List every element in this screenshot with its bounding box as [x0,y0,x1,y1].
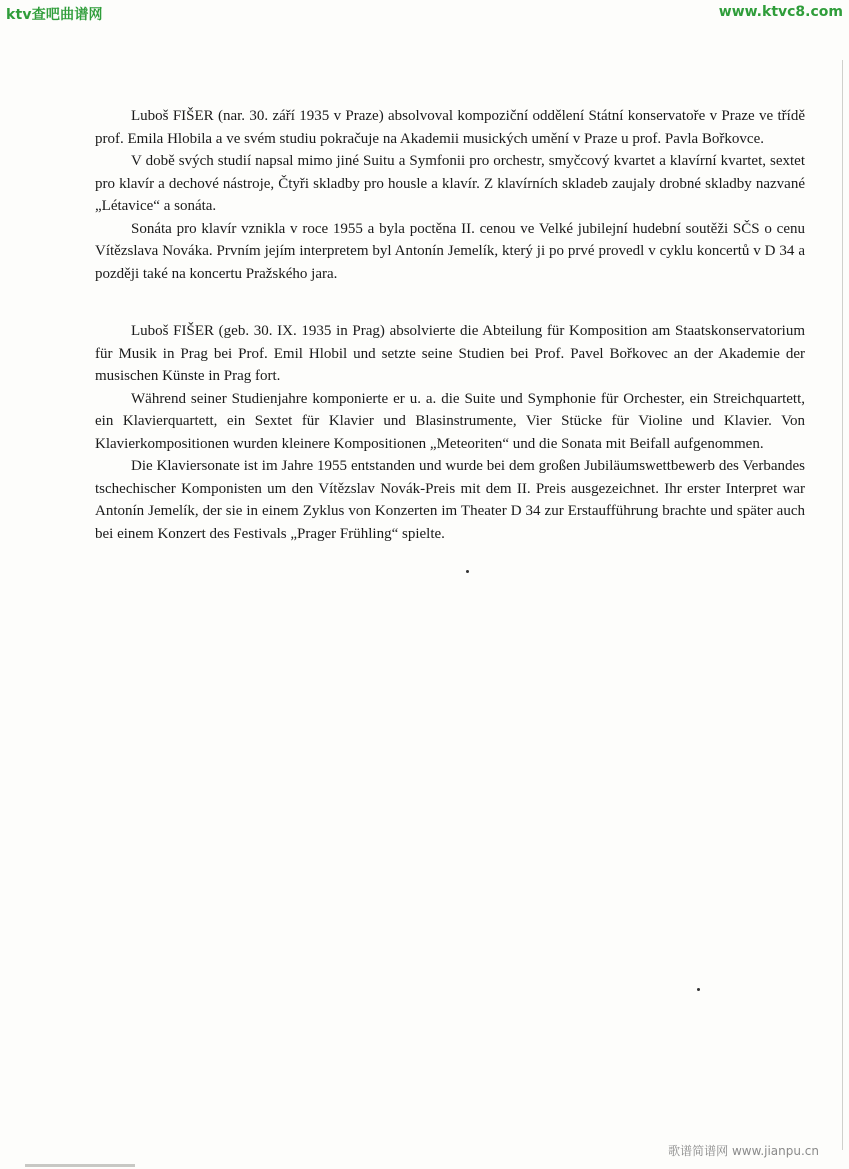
czech-paragraph-3: Sonáta pro klavír vznikla v roce 1955 a byla poctěna II. cenou ve Velké jubilejní hudební soutěži SČS o cenu Vítězslava Nováka. Prvním jejím interpretem byl Antonín Jemelík, který ji po prvé provedl v cyklu koncertů v D 34 a později také na koncertu Pražského jara. [95,220,805,282]
czech-text-block [95,105,805,285]
german-text-block [95,320,805,545]
watermark-top-left: ktv查吧曲谱网 [6,7,103,23]
czech-paragraph-1: Luboš FIŠER (nar. 30. září 1935 v Praze) absolvoval kompoziční oddělení Státní konservatoře v Praze ve třídě prof. Emila Hlobila a ve svém studiu pokračuje na Akademii musických umění v Praze u prof. Pavla Bořkovce. [95,108,805,147]
german-paragraph-1: Luboš FIŠER (geb. 30. IX. 1935 in Prag) absolvierte die Abteilung für Komposition am Staatskonservatorium für Musik in Prag bei Prof. Emil Hlobil und setzte seine Studien bei Prof. Pavel Bořkovec an der Akademie der musischen Künste in Prag fort. [95,323,805,384]
german-paragraph-2: Während seiner Studienjahre komponierte er u. a. die Suite und Symphonie für Orchester, ein Streichquartett, ein Klavierquartett, ein Sextet für Klavier und Blasinstrumente, Vier Stücke für Violine und Klavier. Von Klavierkompositionen wurden kleinere Kompositionen „Meteoriten“ und die Sonata mit Beifall aufgenommen. [95,390,805,452]
scan-artifact [25,1164,135,1167]
page-edge-line [842,60,843,1150]
watermark-top-right: www.ktvc8.com [718,4,843,20]
german-paragraph-3: Die Klaviersonate ist im Jahre 1955 entstanden und wurde bei dem großen Jubiläumswettbewerb des Verbandes tschechischer Komponisten um den Vítězslav Novák-Preis mit dem II. Preis ausgezeichnet. Ihr erster Interpret war Antonín Jemelík, der sie in einem Zyklus von Konzerten im Theater D 34 zur Erstaufführung brachte und später auch bei einem Konzert des Festivals „Prager Frühling“ spielte. [95,458,805,542]
watermark-bottom-right: 歌谱简谱网 www.jianpu.cn [668,1144,819,1158]
scan-speck [697,988,700,991]
scan-speck [466,570,469,573]
czech-paragraph-2: V době svých studií napsal mimo jiné Suitu a Symfonii pro orchestr, smyčcový kvartet a klavírní kvartet, sextet pro klavír a dechové nástroje, Čtyři skladby pro housle a klavír. Z klavírních skladeb zaujaly drobné skladby nazvané „Létavice“ a sonáta. [95,153,805,214]
